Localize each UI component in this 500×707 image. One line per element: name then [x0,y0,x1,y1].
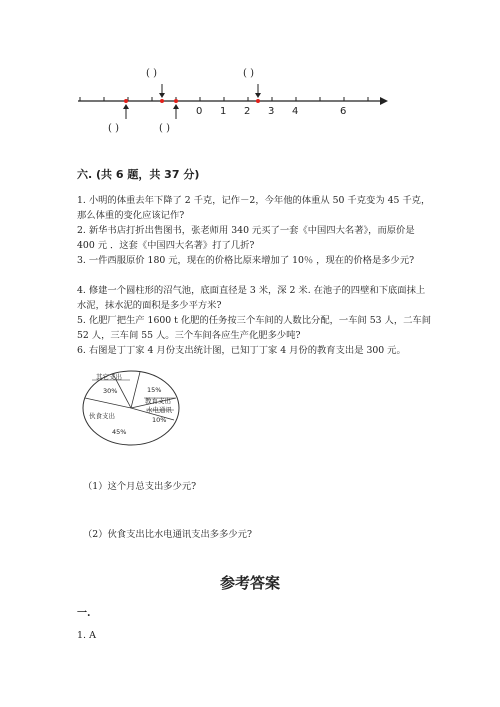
pie-pct: 10% [152,416,167,424]
pie-label: 水电通讯 [146,406,172,414]
answer-item: 1. A [77,630,96,641]
sub-question-2: （2）伙食支出比水电通讯支出多多少元? [83,529,252,540]
tick-label: 3 [268,106,275,117]
point-marker [174,99,178,103]
number-line-arrowhead [380,97,388,105]
question-4: 4. 修建一个圆柱形的沼气池，底面直径是 3 米，深 2 米. 在池子的四壁和下底面抹上水泥，抹水泥的面积是多少平方米? [77,285,426,311]
point-marker [160,99,164,103]
down-arrow-head [159,93,165,98]
answer-blank[interactable]: ( ) [159,123,170,134]
point-marker [256,99,260,103]
answers-title: 参考答案 [219,574,280,592]
answer-blank[interactable]: ( ) [146,68,157,79]
tick-label: 4 [292,106,299,117]
up-arrow-head [123,104,129,109]
tick-label: 1 [220,106,227,117]
question-6: 6. 右图是丁丁家 4 月份支出统计图，已知丁丁家 4 月份的教育支出是 300 元。 [77,345,406,356]
up-arrow-head [173,104,179,109]
point-marker [124,99,128,103]
pie-label: 教育支出 [145,397,171,405]
number-line [0,0,500,160]
tick-label: 0 [196,106,203,117]
tick-label: 6 [340,106,347,117]
pie-label: 伙食支出 [89,412,115,420]
question-3: 3. 一件西服原价 180 元，现在的价格比原来增加了 10％ ，现在的价格是多少元? [77,255,415,266]
pie-label: 其它支出 [96,373,122,381]
section-heading: 六. (共 6 题，共 37 分) [77,168,200,181]
question-1: 1. 小明的体重去年下降了 2 千克，记作－2，今年他的体重从 50 千克变为 45 千克，那么体重的变化应该记作? [77,195,431,221]
sub-question-1: （1）这个月总支出多少元? [83,481,197,492]
answer-blank[interactable]: ( ) [243,68,254,79]
pie-pct: 45% [112,428,127,436]
tick-label: 2 [244,106,251,117]
answer-blank[interactable]: ( ) [108,123,119,134]
question-5: 5. 化肥厂把生产 1600 t 化肥的任务按三个车间的人数比分配，一车间 53 人，二车间 52 人，三车间 55 人。三个车间各应生产化肥多少吨? [77,315,432,341]
pie-pct: 30% [103,387,118,395]
pie-pct: 15% [147,386,162,394]
answers-section: 一. [77,608,91,619]
question-2: 2. 新华书店打折出售图书，张老师用 340 元买了一套《中国四大名著》，而原价是 400 元 ．这套《中国四大名著》打了几折? [77,225,415,251]
down-arrow-head [255,93,261,98]
